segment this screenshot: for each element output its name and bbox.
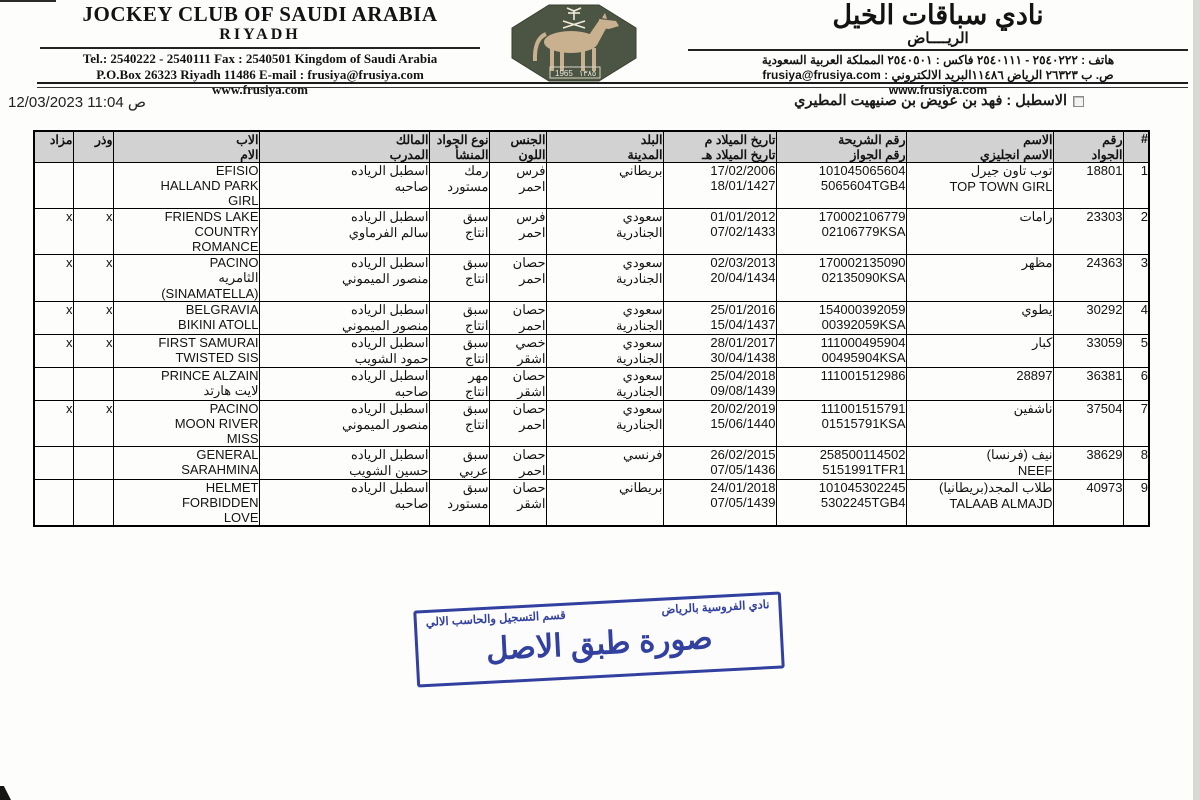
col-header-seq: # <box>1123 131 1149 163</box>
cell-type: مهر انتاج <box>429 368 489 401</box>
cell-horse-no: 40973 <box>1053 480 1123 527</box>
cell-auction: x <box>34 209 73 255</box>
cell-seq: 6 <box>1123 368 1149 401</box>
cell-dob: 02/03/2013 20/04/1434 <box>663 255 776 302</box>
tel-line-arabic: هاتف : ٢٥٤٠٢٢٢ - ٢٥٤٠١١١ فاكس : ٢٥٤٠٥٠١ المملكة العربية السعودية <box>761 53 1115 67</box>
cell-wethered: x <box>73 335 113 368</box>
cell-chip: 111001512986 <box>776 368 906 401</box>
cell-chip: 170002106779 02106779KSA <box>776 209 906 255</box>
cell-dob: 01/01/2012 07/02/1433 <box>663 209 776 255</box>
cell-sex: خصي اشقر <box>489 335 546 368</box>
cell-chip: 170002135090 02135090KSA <box>776 255 906 302</box>
org-name-english: JOCKEY CLUB OF SAUDI ARABIA <box>82 2 438 26</box>
col-header-name: الاسم الاسم انجليزي <box>906 131 1053 163</box>
cell-name: مظهر <box>906 255 1053 302</box>
cell-auction: x <box>34 401 73 447</box>
cell-auction <box>34 480 73 527</box>
header-row <box>34 131 1149 163</box>
cell-seq: 8 <box>1123 447 1149 480</box>
cell-auction <box>34 368 73 401</box>
horse-registry-table <box>33 130 1150 527</box>
cell-auction: x <box>34 335 73 368</box>
cell-type: سبق انتاج <box>429 401 489 447</box>
cell-sex: فرس احمر <box>489 209 546 255</box>
cell-sire-dam: FIRST SAMURAI TWISTED SIS <box>113 335 259 368</box>
cell-type: سبق انتاج <box>429 255 489 302</box>
contact-english-block <box>40 47 480 98</box>
col-header-sire: الاب الام <box>113 131 259 163</box>
cell-dob: 17/02/2006 18/01/1427 <box>663 163 776 209</box>
cell-chip: 111000495904 00495904KSA <box>776 335 906 368</box>
cell-wethered <box>73 447 113 480</box>
col-header-type: نوع الجواد المنشأ <box>429 131 489 163</box>
cell-wethered: x <box>73 302 113 335</box>
city-english: RIYADH <box>219 26 301 43</box>
cell-horse-no: 23303 <box>1053 209 1123 255</box>
image-placeholder-icon <box>1073 96 1084 107</box>
horse-row <box>34 209 1149 255</box>
table-header <box>34 131 1149 163</box>
cell-name: نيف (فرنسا) NEEF <box>906 447 1053 480</box>
pobox-line-arabic: ص. ب ٢٦٣٢٣ الرياض ١١٤٨٦البريد الالكتروني : frusiya@frusiya.com <box>762 68 1114 82</box>
cell-type: سبق مستورد <box>429 480 489 527</box>
cell-owner: اسطبل الرياده صاحبه <box>259 480 429 527</box>
cell-owner: اسطبل الرياده صاحبه <box>259 163 429 209</box>
cell-dob: 25/01/2016 15/04/1437 <box>663 302 776 335</box>
cell-owner: اسطبل الرياده منصور الميموني <box>259 401 429 447</box>
horse-row <box>34 163 1149 209</box>
cell-country: سعودي الجنادرية <box>546 302 663 335</box>
print-datetime: ص 11:04 12/03/2023 <box>8 94 146 111</box>
cell-seq: 5 <box>1123 335 1149 368</box>
cell-dob: 28/01/2017 30/04/1438 <box>663 335 776 368</box>
cell-name: 28897 <box>906 368 1053 401</box>
cell-wethered: x <box>73 209 113 255</box>
contact-arabic-block <box>688 49 1188 98</box>
cell-horse-no: 36381 <box>1053 368 1123 401</box>
cell-wethered <box>73 163 113 209</box>
horse-row <box>34 368 1149 401</box>
horse-row <box>34 480 1149 527</box>
stamp-club-name: نادي الفروسية بالرياض <box>661 599 770 617</box>
club-logo <box>505 1 643 83</box>
cell-owner: اسطبل الرياده حسين الشويب <box>259 447 429 480</box>
col-header-auction: مزاد <box>34 131 73 163</box>
cell-seq: 9 <box>1123 480 1149 527</box>
cell-name: توب تاون جيرل TOP TOWN GIRL <box>906 163 1053 209</box>
cell-chip: 258500114502 5151991TFR1 <box>776 447 906 480</box>
cell-sex: حصان اشقر <box>489 368 546 401</box>
horse-row <box>34 335 1149 368</box>
cell-country: سعودي الجنادرية <box>546 209 663 255</box>
cell-wethered: x <box>73 401 113 447</box>
cell-sex: حصان احمر <box>489 447 546 480</box>
info-bar <box>0 93 1190 115</box>
city-arabic: الريــــاض <box>907 30 969 47</box>
cell-dob: 20/02/2019 15/06/1440 <box>663 401 776 447</box>
col-header-dob: تاريخ الميلاد م تاريخ الميلاد هـ <box>663 131 776 163</box>
stable-label: الاسطبل : فهد بن عويض بن صنيهيت المطيري <box>794 93 1067 109</box>
cell-name: رامات <box>906 209 1053 255</box>
cell-auction: x <box>34 255 73 302</box>
table-body <box>34 163 1149 527</box>
cell-sire-dam: BELGRAVIA BIKINI ATOLL <box>113 302 259 335</box>
cell-dob: 26/02/2015 07/05/1436 <box>663 447 776 480</box>
cell-wethered <box>73 368 113 401</box>
col-header-chip: رقم الشريحة رقم الجواز <box>776 131 906 163</box>
cell-auction <box>34 163 73 209</box>
cell-sire-dam: EFISIO HALLAND PARK GIRL <box>113 163 259 209</box>
header-divider-rule <box>37 82 1188 88</box>
cell-sire-dam: PACINO MOON RIVER MISS <box>113 401 259 447</box>
horse-row <box>34 401 1149 447</box>
cell-chip: 154000392059 00392059KSA <box>776 302 906 335</box>
tel-line-english: Tel.: 2540222 - 2540111 Fax : 2540501 Kingdom of Saudi Arabia <box>82 51 438 66</box>
horse-row <box>34 255 1149 302</box>
cell-seq: 3 <box>1123 255 1149 302</box>
pobox-line-english: P.O.Box 26323 Riyadh 11486 E-mail : frusiya@frusiya.com <box>96 66 424 82</box>
cell-type: سبق عربي <box>429 447 489 480</box>
horse-row <box>34 447 1149 480</box>
cell-wethered: x <box>73 255 113 302</box>
cell-auction <box>34 447 73 480</box>
col-header-owner: المالك المدرب <box>259 131 429 163</box>
cell-sire-dam: HELMET FORBIDDEN LOVE <box>113 480 259 527</box>
cell-seq: 7 <box>1123 401 1149 447</box>
cell-seq: 1 <box>1123 163 1149 209</box>
cell-owner: اسطبل الرياده سالم الفرماوي <box>259 209 429 255</box>
cell-horse-no: 37504 <box>1053 401 1123 447</box>
certification-stamp <box>413 591 785 687</box>
col-header-sex: الجنس اللون <box>489 131 546 163</box>
cell-name: طلاب المجد(بريطانيا) TALAAB ALMAJD <box>906 480 1053 527</box>
website-english: www.frusiya.com <box>211 82 309 97</box>
cell-country: بريطاني <box>546 480 663 527</box>
cell-wethered <box>73 480 113 527</box>
cell-country: سعودي الجنادرية <box>546 401 663 447</box>
club-logo-emblem <box>505 1 643 83</box>
cell-auction: x <box>34 302 73 335</box>
horse-row <box>34 302 1149 335</box>
cell-country: بريطاني <box>546 163 663 209</box>
stable-line <box>794 93 1084 109</box>
cell-sex: حصان احمر <box>489 302 546 335</box>
cell-chip: 101045302245 5302245TGB4 <box>776 480 906 527</box>
cell-sex: فرس احمر <box>489 163 546 209</box>
cell-country: سعودي الجنادرية <box>546 368 663 401</box>
org-name-arabic: نادي سباقات الخيل <box>832 0 1044 30</box>
cell-sex: حصان احمر <box>489 401 546 447</box>
cell-horse-no: 24363 <box>1053 255 1123 302</box>
cell-horse-no: 30292 <box>1053 302 1123 335</box>
stamp-main-text: صورة طبق الاصل <box>485 620 714 667</box>
cell-owner: اسطبل الرياده منصور الميموني <box>259 255 429 302</box>
cell-horse-no: 18801 <box>1053 163 1123 209</box>
cell-sire-dam: FRIENDS LAKE COUNTRY ROMANCE <box>113 209 259 255</box>
cell-type: سبق انتاج <box>429 335 489 368</box>
cell-name: كبار <box>906 335 1053 368</box>
cell-type: سبق انتاج <box>429 302 489 335</box>
cell-owner: اسطبل الرياده صاحبه <box>259 368 429 401</box>
cell-dob: 25/04/2018 09/08/1439 <box>663 368 776 401</box>
cell-country: فرنسي <box>546 447 663 480</box>
cell-name: يطوي <box>906 302 1053 335</box>
logo-year-gregorian: 1965 <box>555 69 573 78</box>
website-arabic: www.frusiya.com <box>888 83 988 97</box>
col-header-country: البلد المدينة <box>546 131 663 163</box>
col-header-horse-no: رقم الجواد <box>1053 131 1123 163</box>
cell-sire-dam: GENERAL SARAHMINA <box>113 447 259 480</box>
cell-sex: حصان احمر <box>489 255 546 302</box>
cell-horse-no: 38629 <box>1053 447 1123 480</box>
cell-sex: حصان اشقر <box>489 480 546 527</box>
logo-year-hijri: ١٣٨٥ <box>579 69 597 78</box>
cell-owner: اسطبل الرياده منصور الميموني <box>259 302 429 335</box>
cell-seq: 2 <box>1123 209 1149 255</box>
cell-sire-dam: PRINCE ALZAIN لايت هارتد <box>113 368 259 401</box>
cell-seq: 4 <box>1123 302 1149 335</box>
cell-horse-no: 33059 <box>1053 335 1123 368</box>
cell-type: رمك مستورد <box>429 163 489 209</box>
cell-sire-dam: PACINO الثامريه (SINAMATELLA) <box>113 255 259 302</box>
cell-chip: 101045065604 5065604TGB4 <box>776 163 906 209</box>
scan-artifact-bottom <box>0 786 11 800</box>
cell-owner: اسطبل الرياده حمود الشويب <box>259 335 429 368</box>
stamp-department-name: قسم التسجيل والحاسب الالي <box>425 609 567 630</box>
cell-country: سعودي الجنادرية <box>546 335 663 368</box>
cell-country: سعودي الجنادرية <box>546 255 663 302</box>
scanner-edge-strip <box>1193 0 1200 800</box>
cell-name: ناشفين <box>906 401 1053 447</box>
col-header-wethered: وذر <box>73 131 113 163</box>
cell-type: سبق انتاج <box>429 209 489 255</box>
cell-chip: 111001515791 01515791KSA <box>776 401 906 447</box>
cell-dob: 24/01/2018 07/05/1439 <box>663 480 776 527</box>
